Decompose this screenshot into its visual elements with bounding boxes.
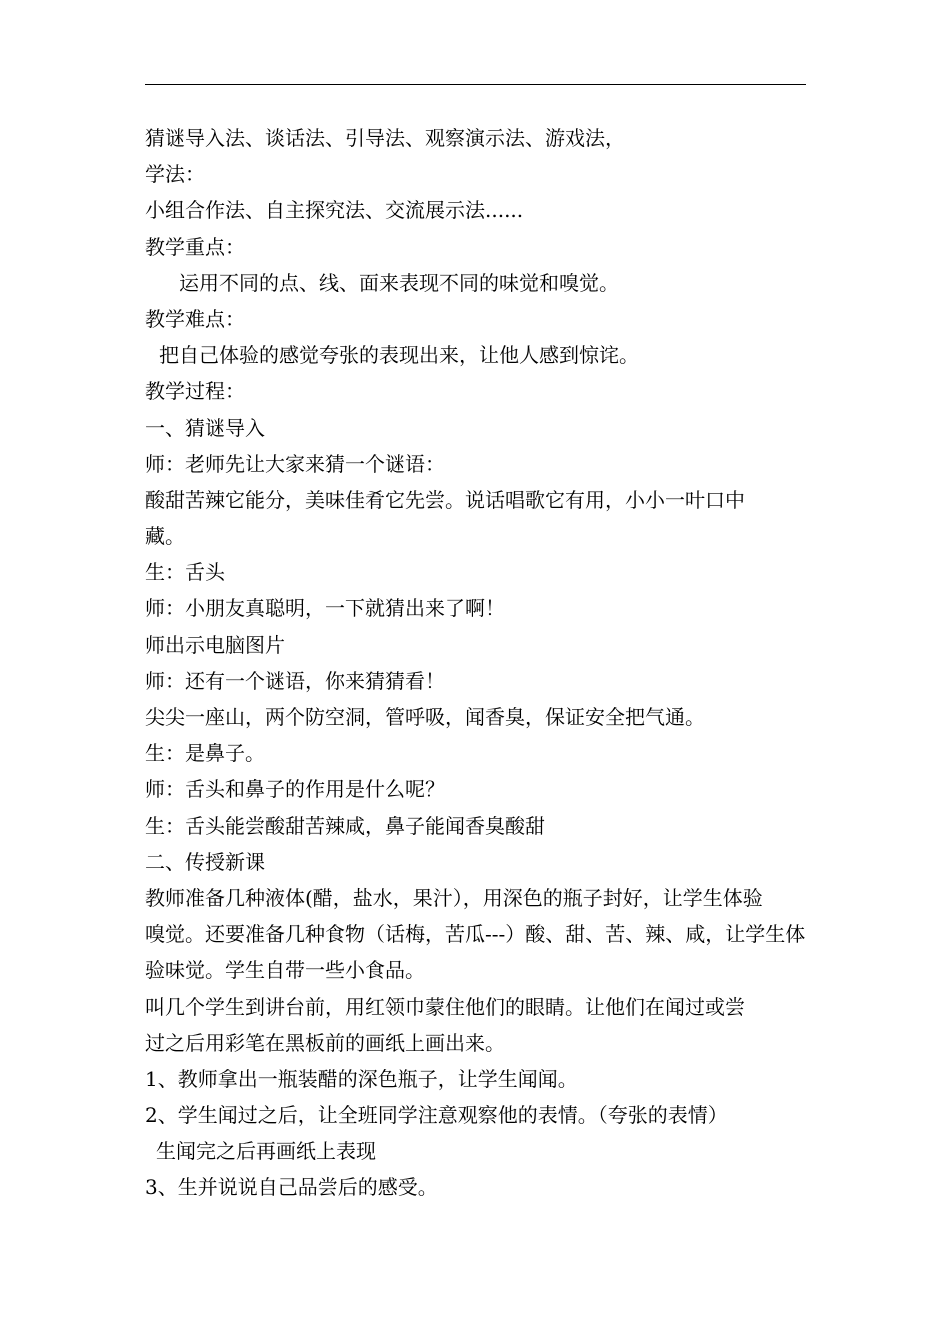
text-line: 嗅觉。还要准备几种食物（话梅，苦瓜---）酸、甜、苦、辣、咸，让学生体	[145, 922, 806, 947]
text-line: 师出示电脑图片	[145, 632, 285, 657]
text-line: 尖尖一座山，两个防空洞，管呼吸，闻香臭，保证安全把气通。	[145, 705, 705, 729]
text-line: 2、学生闻过之后，让全班同学注意观察他的表情。（夸张的表情）	[145, 1103, 728, 1128]
text-line: 猜谜导入法、谈话法、引导法、观察演示法、游戏法，	[145, 126, 625, 150]
text-line: 叫几个学生到讲台前，用红领巾蒙住他们的眼睛。让他们在闻过或尝	[145, 994, 745, 1019]
text-line: 运用不同的点、线、面来表现不同的味觉和嗅觉。	[179, 270, 619, 295]
text-line: 教师准备几种液体(醋，盐水，果汁），用深色的瓶子封好，让学生体验	[145, 885, 763, 910]
document-body	[145, 120, 810, 1206]
text-line: 1、教师拿出一瓶装醋的深色瓶子，让学生闻闻。	[145, 1066, 578, 1091]
text-line: 教学过程：	[145, 379, 245, 404]
text-line: 二、传授新课	[145, 849, 265, 874]
text-line: 把自己体验的感觉夸张的表现出来，让他人感到惊诧。	[159, 343, 639, 368]
text-line: 小组合作法、自主探究法、交流展示法......	[145, 198, 524, 223]
text-line: 师：老师先让大家来猜一个谜语：	[145, 451, 445, 476]
text-line: 生：舌头能尝酸甜苦辣咸，鼻子能闻香臭酸甜	[145, 813, 545, 838]
text-line: 酸甜苦辣它能分，美味佳肴它先尝。说话唱歌它有用，小小一叶口中	[145, 487, 745, 512]
text-line: 教学重点：	[145, 234, 245, 259]
text-line: 生闻完之后再画纸上表现	[156, 1139, 376, 1164]
text-line: 一、猜谜导入	[145, 415, 265, 440]
text-line: 生：是鼻子。	[145, 741, 265, 766]
text-line: 验味觉。学生自带一些小食品。	[145, 958, 425, 983]
text-line: 师：小朋友真聪明，一下就猜出来了啊！	[145, 596, 505, 621]
text-line: 学法：	[145, 162, 205, 187]
text-line: 师：还有一个谜语，你来猜猜看！	[145, 668, 445, 693]
text-line: 3、生并说说自己品尝后的感受。	[145, 1175, 438, 1200]
text-line: 藏。	[145, 524, 185, 549]
text-line: 生：舌头	[145, 560, 225, 585]
header-rule	[145, 84, 806, 85]
text-line: 师：舌头和鼻子的作用是什么呢？	[145, 777, 445, 802]
text-line: 教学难点：	[145, 306, 245, 331]
text-line: 过之后用彩笔在黑板前的画纸上画出来。	[145, 1030, 505, 1055]
